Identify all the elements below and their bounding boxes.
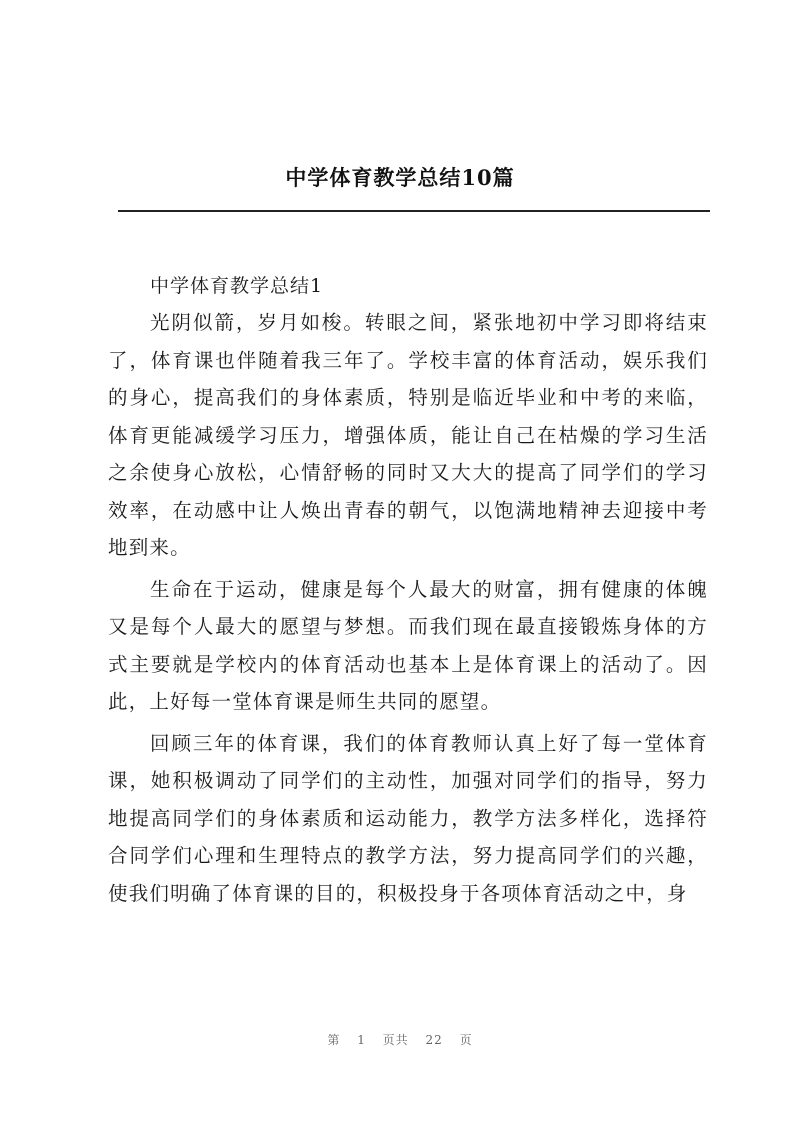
paragraph-3: 回顾三年的体育课，我们的体育教师认真上好了每一堂体育课，她积极调动了同学们的主动性，加强对同学们的指导，努力地提高同学们的身体素质和运动能力，教学方法多样化，选择符合同学们心理和生理特点的教学方法，努力提高同学们的兴趣，使我们明确了体育课的目的，积极投身于各项体育活动之中，身 <box>108 731 708 905</box>
document-body <box>108 268 708 912</box>
footer-total-pages: 22 <box>425 1033 443 1047</box>
document-title: 中学体育教学总结10篇 <box>285 165 515 190</box>
title-divider <box>118 210 710 212</box>
footer-label-mid: 页共 <box>382 1033 409 1047</box>
page-footer <box>0 1031 800 1048</box>
section-heading: 中学体育教学总结1 <box>150 275 324 297</box>
footer-label-post: 页 <box>459 1033 473 1047</box>
footer-label-pre: 第 <box>327 1033 341 1047</box>
footer-page-number: 1 <box>357 1033 366 1047</box>
paragraph-1: 光阴似箭，岁月如梭。转眼之间，紧张地初中学习即将结束了，体育课也伴随着我三年了。学校丰富的体育活动，娱乐我们的身心，提高我们的身体素质，特别是临近毕业和中考的来临，体育更能减缓学习压力，增强体质，能让自己在枯燥的学习生活之余使身心放松，心情舒畅的同时又大大的提高了同学们的学习效率，在动感中让人焕出青春的朝气，以饱满地精神去迎接中考地到来。 <box>108 311 708 559</box>
paragraph-2: 生命在于运动，健康是每个人最大的财富，拥有健康的体魄又是每个人最大的愿望与梦想。而我们现在最直接锻炼身体的方式主要就是学校内的体育活动也基本上是体育课上的活动了。因此，上好每一堂体育课是师生共同的愿望。 <box>108 577 708 713</box>
